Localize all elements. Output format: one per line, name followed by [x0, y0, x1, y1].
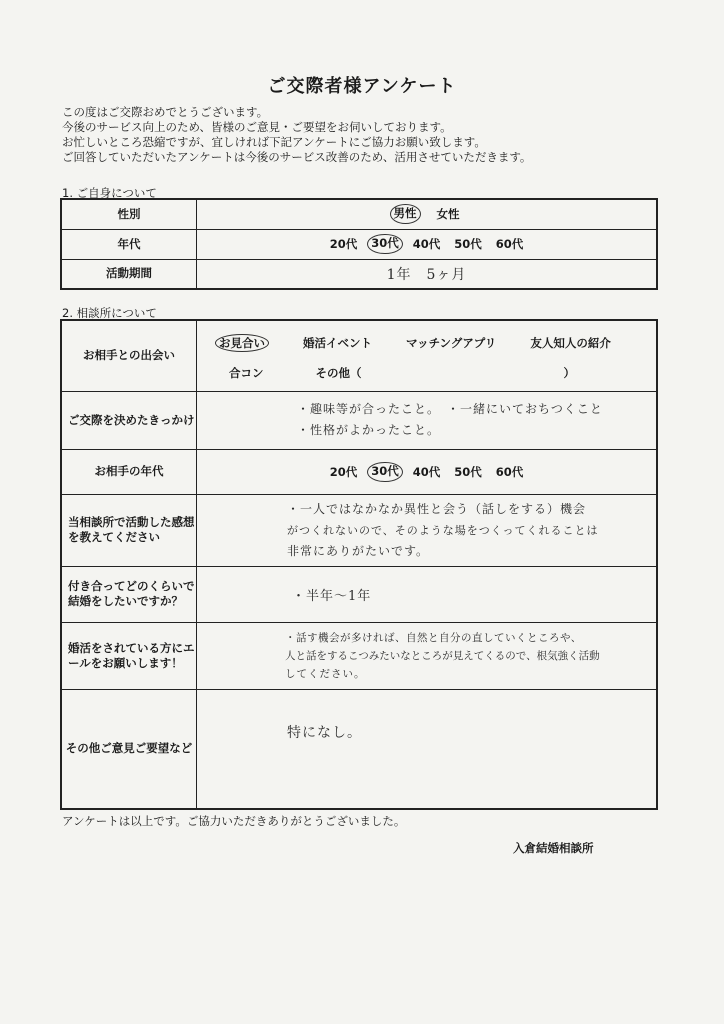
- age-option-60s[interactable]: 60代: [495, 237, 524, 251]
- impression-answer-line: ・一人ではなかなか異性と会う（話しをする）機会: [287, 501, 587, 516]
- age-option-20s[interactable]: 20代: [329, 237, 358, 251]
- page-title: ご交際者様アンケート: [267, 76, 457, 97]
- gender-value: [197, 199, 658, 229]
- reason-label: ご交際を決めたきっかけ: [61, 391, 197, 449]
- meeting-option-app[interactable]: マッチングアプリ: [406, 336, 497, 350]
- marriage-timing-answer: ・半年～1年: [292, 588, 372, 604]
- marriage-timing-value: [197, 566, 658, 622]
- age-row: [61, 229, 657, 259]
- age-option-50s[interactable]: 50代: [454, 237, 482, 251]
- section2-label: 2. 相談所について: [62, 306, 157, 320]
- impression-label: 当相談所で活動した感想を教えてください: [61, 494, 197, 566]
- partner-age-value: [197, 449, 658, 494]
- meeting-option-event[interactable]: 婚活イベント: [303, 336, 373, 350]
- other-answer: 特になし。: [287, 724, 362, 741]
- gender-option-female[interactable]: 女性: [436, 207, 460, 222]
- partner-age-option-60s[interactable]: 60代: [495, 464, 524, 479]
- partner-age-option-20s[interactable]: 20代: [329, 464, 358, 479]
- intro-line: 今後のサービス向上のため、皆様のご意見・ご要望をお伺いしております。: [62, 120, 452, 134]
- cheer-label: 婚活をされている方にエールをお願いします！: [61, 622, 197, 689]
- reason-answer-line: ・性格がよかったこと。: [297, 423, 441, 437]
- other-label: その他ご意見ご要望など: [61, 689, 197, 809]
- marriage-timing-label: 付き合ってどのくらいで結婚をしたいですか？: [61, 566, 197, 622]
- age-label: 年代: [61, 229, 197, 259]
- impression-row: [61, 494, 657, 566]
- partner-age-label: お相手の年代: [61, 449, 197, 494]
- gender-option-male[interactable]: 男性: [390, 204, 421, 224]
- cheer-answer-line: 人と話をするこつみたいなところが見えてくるので、根気強く活動: [285, 649, 600, 662]
- impression-value: [197, 494, 658, 566]
- cheer-answer-line: ・話す機会が多ければ、自然と自分の直していくところや、: [285, 631, 582, 644]
- intro-line: この度はご交際おめでとうございます。: [62, 105, 269, 119]
- section1-label: 1. ご自身について: [62, 186, 157, 200]
- reason-value: [197, 391, 658, 449]
- section1-table: [60, 198, 658, 290]
- meeting-option-other[interactable]: その他（: [315, 366, 362, 380]
- age-option-30s[interactable]: 30代: [367, 234, 403, 254]
- meeting-option-friend[interactable]: 友人知人の紹介: [530, 336, 611, 350]
- cheer-answer-line: してください。: [285, 667, 366, 680]
- intro-text: [62, 105, 531, 165]
- marriage-timing-row: [61, 566, 657, 622]
- activity-label: 活動期間: [61, 259, 197, 289]
- activity-answer: 1年 5ヶ月: [386, 266, 467, 283]
- reason-answer-line: ・趣味等が合ったこと。 ・一緒にいておちつくこと: [297, 402, 603, 416]
- cheer-value: [197, 622, 658, 689]
- gender-label: 性別: [61, 199, 197, 229]
- office-name: 入倉結婚相談所: [513, 841, 594, 855]
- partner-age-option-40s[interactable]: 40代: [412, 464, 441, 479]
- gender-row: [61, 199, 657, 229]
- meeting-option-other-close: ）: [563, 366, 576, 380]
- activity-value: [197, 259, 658, 289]
- impression-answer-line: 非常にありがたいです。: [287, 543, 430, 558]
- intro-line: ご回答していただいたアンケートは今後のサービス改善のため、活用させていただきます。: [62, 150, 532, 164]
- intro-line: お忙しいところ恐縮ですが、宜しければ下記アンケートにご協力お願い致します。: [62, 135, 486, 149]
- meeting-value: [197, 320, 658, 391]
- impression-answer-line: がつくれないので、そのような場をつくってくれることは: [287, 523, 599, 537]
- partner-age-option-30s[interactable]: 30代: [367, 462, 403, 482]
- reason-row: [61, 391, 657, 449]
- meeting-option-omiai[interactable]: お見合い: [215, 334, 269, 352]
- meeting-row: [61, 320, 657, 391]
- partner-age-option-50s[interactable]: 50代: [454, 464, 482, 479]
- age-value: [197, 229, 658, 259]
- other-value: [197, 689, 658, 809]
- other-row: [61, 689, 657, 809]
- meeting-label: お相手との出会い: [61, 320, 197, 391]
- partner-age-row: [61, 449, 657, 494]
- meeting-option-goukon[interactable]: 合コン: [229, 366, 264, 380]
- section2-table: [60, 319, 658, 810]
- activity-row: [61, 259, 657, 289]
- footer-text: アンケートは以上です。ご協力いただきありがとうございました。: [62, 814, 406, 828]
- cheer-row: [61, 622, 657, 689]
- age-option-40s[interactable]: 40代: [412, 237, 441, 251]
